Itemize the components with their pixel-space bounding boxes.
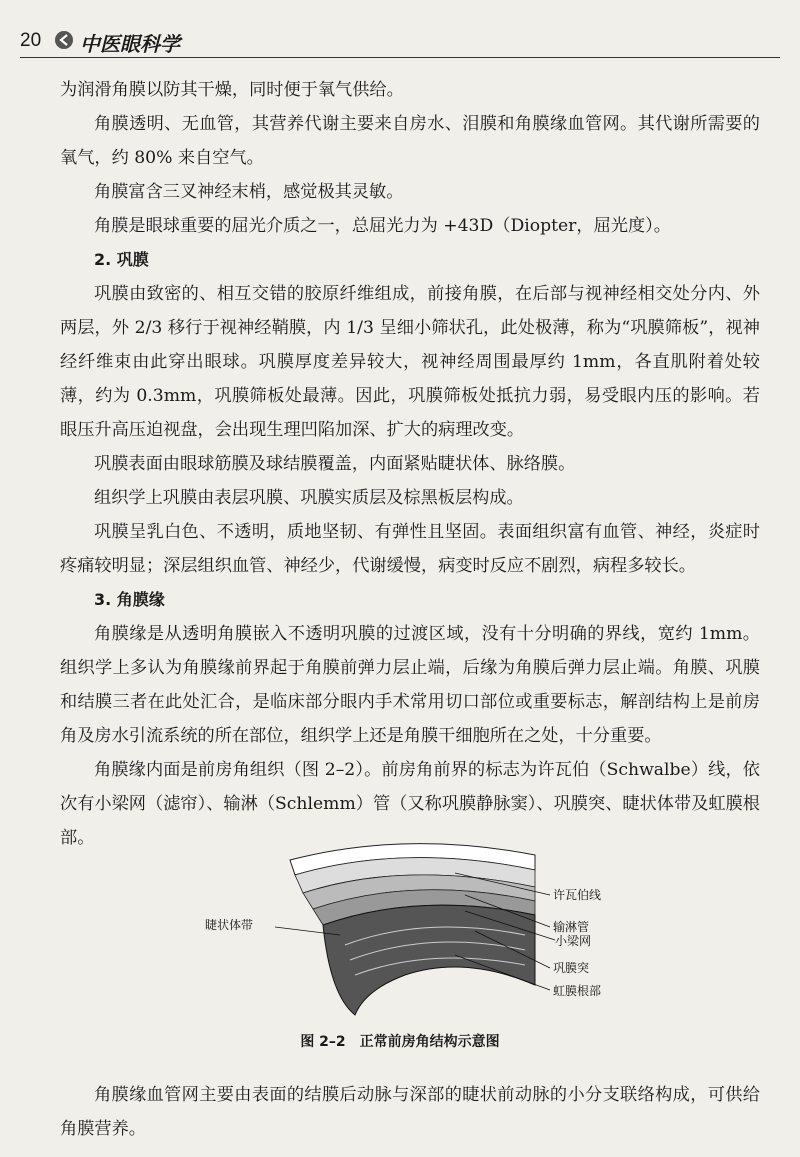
- label-schlemm-canal: 输淋管: [553, 920, 590, 934]
- book-logo-icon: [54, 30, 74, 50]
- paragraph: 角膜缘血管网主要由表面的结膜后动脉与深部的睫状前动脉的小分支联络构成，可供给角膜营养。: [60, 1085, 760, 1139]
- paragraph: 角膜缘内面是前房角组织（图 2–2）。前房角前界的标志为许瓦伯（Schwalbe）线，依次有小梁网（滤帘）、输淋（Schlemm）管（又称巩膜静脉窦）、巩膜突、睫状体带及虹膜根部。: [60, 760, 760, 848]
- paragraph: 角膜缘是从透明角膜嵌入不透明巩膜的过渡区域，没有十分明确的界线，宽约 1mm。组织学上多认为角膜缘前界起于角膜前弹力层止端，后缘为角膜后弹力层止端。角膜、巩膜和结膜三者在此处汇合，是临床部分眼内手术常用切口部位或重要标志，解剖结构上是前房角及房水引流系统的所在部位，组织学上还是角膜干细胞所在之处，十分重要。: [60, 624, 760, 746]
- label-schwalbe-line: 许瓦伯线: [553, 888, 602, 902]
- figure-caption: 图 2–2 正常前房角结构示意图: [300, 1034, 500, 1050]
- page-number: 20: [20, 30, 42, 51]
- paragraph: 角膜富含三叉神经末梢，感觉极其灵敏。: [94, 182, 404, 202]
- label-iris-root: 虹膜根部: [553, 984, 602, 998]
- paragraph: 角膜透明、无血管，其营养代谢主要来自房水、泪膜和角膜缘血管网。其代谢所需要的氧气，约 80% 来自空气。: [60, 114, 760, 168]
- label-ciliary-band: 睫状体带: [205, 918, 254, 932]
- closing-text: [60, 1078, 760, 1146]
- label-trabecular-meshwork: 小梁网: [555, 934, 592, 948]
- paragraph: 组织学上巩膜由表层巩膜、巩膜实质层及棕黑板层构成。: [94, 488, 524, 508]
- paragraph: 巩膜呈乳白色、不透明，质地坚韧、有弹性且坚固。表面组织富有血管、神经，炎症时疼痛较明显；深层组织血管、神经少，代谢缓慢，病变时反应不剧烈，病程多较长。: [60, 522, 760, 576]
- paragraph: 巩膜表面由眼球筋膜及球结膜覆盖，内面紧贴睫状体、脉络膜。: [94, 454, 576, 474]
- section-heading-limbus: 3. 角膜缘: [94, 590, 165, 609]
- paragraph: 角膜是眼球重要的屈光介质之一，总屈光力为 +43D（Diopter，屈光度）。: [94, 216, 671, 236]
- book-title: 中医眼科学: [80, 32, 180, 56]
- section-heading-sclera: 2. 巩膜: [94, 250, 149, 269]
- label-scleral-spur: 巩膜突: [553, 961, 590, 975]
- page-header: [20, 28, 780, 58]
- paragraph: 为润滑角膜以防其干燥，同时便于氧气供给。: [60, 80, 404, 100]
- header-rule: [20, 57, 780, 58]
- main-text: [60, 73, 760, 855]
- paragraph: 巩膜由致密的、相互交错的胶原纤维组成，前接角膜，在后部与视神经相交处分内、外两层，外 2/3 移行于视神经鞘膜，内 1/3 呈细小筛状孔，此处极薄，称为“巩膜筛板”，视神经纤维束由此穿出眼球。巩膜厚度差异较大，视神经周围最厚约 1mm，各直肌附着处较薄，约为 0.3mm，巩膜筛板处最薄。因此，巩膜筛板处抵抗力弱，易受眼内压的影响。若眼压升高压迫视盘，会出现生理凹陷加深、扩大的病理改变。: [60, 284, 760, 440]
- figure-anterior-chamber-angle: [205, 835, 625, 1020]
